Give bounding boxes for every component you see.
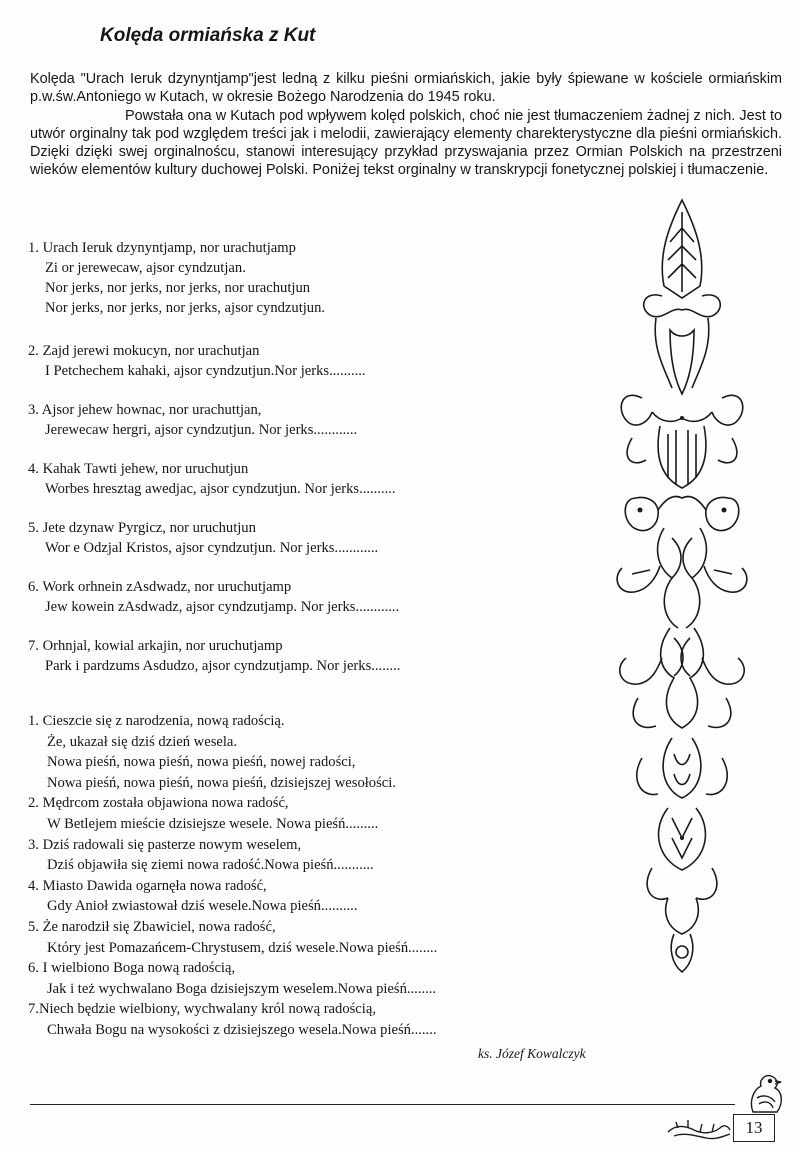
translation-line: 4. Miasto Dawida ogarnęła nowa radość,: [28, 877, 267, 894]
ornament-illustration: [612, 198, 752, 978]
verse-stanza-line: 7. Orhnjal, kowial arkajin, nor uruchutjamp: [28, 638, 283, 654]
translation-line: 1. Cieszcie się z narodzenia, nową radością.: [28, 713, 285, 729]
translation-line: Jak i też wychwalano Boga dzisiejszym weselem.Nowa pieśń........: [47, 980, 437, 997]
author-signature: ks. Józef Kowalczyk: [478, 1046, 586, 1061]
page-number: 13: [733, 1114, 775, 1142]
translation-line: 7.Niech będzie wielbiony, wychwalany król nową radością,: [28, 1001, 376, 1018]
verse-stanza: [28, 459, 400, 518]
translation-line: 2. Mędrcom została objawiona nowa radość,: [28, 795, 289, 812]
translation-line: Gdy Anioł zwiastował dziś wesele.Nowa pieśń..........: [47, 898, 358, 915]
verse-stanza-line: Worbes hresztag awedjac, ajsor cyndzutjun. Nor jerks..........: [45, 481, 396, 497]
verse-stanza: [28, 238, 400, 341]
translation-line: 3. Dziś radowali się pasterze nowym weselem,: [28, 836, 302, 853]
translation-line: 6. I wielbiono Boga nową radością,: [28, 960, 236, 977]
verse-stanza-line: Nor jerks, nor jerks, nor jerks, nor urachutjun: [45, 280, 311, 296]
bird-icon: [745, 1072, 785, 1114]
verse-stanza: [28, 400, 400, 459]
verse-stanza-line: 2. Zajd jerewi mokucyn, nor urachutjan: [28, 343, 260, 359]
verse-stanza-line: Jew kowein zAsdwadz, ajsor cyndzutjamp. Nor jerks............: [45, 599, 400, 615]
translation-line: W Betlejem mieście dzisiejsze wesele. Nowa pieśń.........: [47, 815, 379, 832]
verse-stanza-line: 4. Kahak Tawti jehew, nor uruchutjun: [28, 461, 249, 477]
verse-stanza-line: 3. Ajsor jehew hownac, nor urachuttjan,: [28, 402, 262, 418]
intro-paragraph-2: Powstała ona w Kutach pod wpływem kolęd polskich, choć nie jest tłumaczeniem żadnej z nich. Jest to utwór orginalny tak pod względem treści jak i melodii, zawierający elementy charekterystyczne dla pieśni ormiańskich. Dzięki dzięki swej orginalnoścu, stanowi interesujący przykład przyswajania przez Ormian Polskich na przestrzeni wieków elementów kultury duchowej Polski. Poniżej tekst orginalny w transkrypcji fonetycznej polskiej i tłumaczenie.: [30, 107, 782, 179]
page-title: Kolęda ormiańska z Kut: [100, 25, 316, 46]
verse-stanza-line: Nor jerks, nor jerks, nor jerks, ajsor cyndzutjun.: [45, 300, 326, 316]
verse-stanza-line: I Petchechem kahaki, ajsor cyndzutjun.Nor jerks..........: [45, 363, 366, 379]
translation-line: Chwała Bogu na wysokości z dzisiejszego wesela.Nowa pieśń.......: [47, 1021, 437, 1038]
verse-stanza-line: Wor e Odzjal Kristos, ajsor cyndzutjun. Nor jerks............: [45, 540, 379, 556]
footer-rule: [30, 1104, 735, 1105]
translation-line: Dziś objawiła się ziemi nowa radość.Nowa pieśń...........: [47, 857, 374, 874]
translation-line: Że, ukazał się dziś dzień wesela.: [47, 733, 238, 750]
translation-line: 5. Że narodził się Zbawiciel, nowa radość,: [28, 918, 276, 935]
verse-stanza-line: 1. Urach Ieruk dzynyntjamp, nor urachutjamp: [28, 240, 296, 256]
intro-paragraph-1: Kolęda "Urach Ieruk dzynyntjamp"jest ledną z kilku pieśni ormiańskich, jakie były śpiewane w kościele ormiańskim p.w.św.Antoniego w Kutach, w okresie Bożego Narodzenia do 1945 roku.: [30, 71, 782, 106]
translation-line: Nowa pieśń, nowa pieśń, nowa pieśń, nowej radości,: [47, 754, 356, 771]
verse-stanza-line: Park i pardzums Asdudzo, ajsor cyndzutjamp. Nor jerks........: [45, 658, 401, 674]
verse-stanza-line: 6. Work orhnein zAsdwadz, nor uruchutjamp: [28, 579, 292, 595]
verse-stanza: [28, 341, 400, 400]
polish-translation: [28, 711, 437, 1041]
verse-stanza-line: 5. Jete dzynaw Pyrgicz, nor uruchutjun: [28, 520, 256, 536]
verse-stanza: [28, 518, 400, 577]
translation-line: Który jest Pomazańcem-Chrystusem, dziś wesele.Nowa pieśń........: [47, 939, 438, 956]
verse-stanza-line: Zi or jerewecaw, ajsor cyndzutjan.: [45, 260, 246, 276]
armenian-lyrics: [28, 238, 400, 695]
dragon-icon: [666, 1108, 732, 1142]
verse-stanza: [28, 636, 400, 695]
verse-stanza: [28, 577, 400, 636]
translation-line: Nowa pieśń, nowa pieśń, nowa pieśń, dzisiejszej wesołości.: [47, 774, 396, 791]
intro-text: [30, 70, 782, 180]
verse-stanza-line: Jerewecaw hergri, ajsor cyndzutjun. Nor jerks............: [45, 422, 358, 438]
